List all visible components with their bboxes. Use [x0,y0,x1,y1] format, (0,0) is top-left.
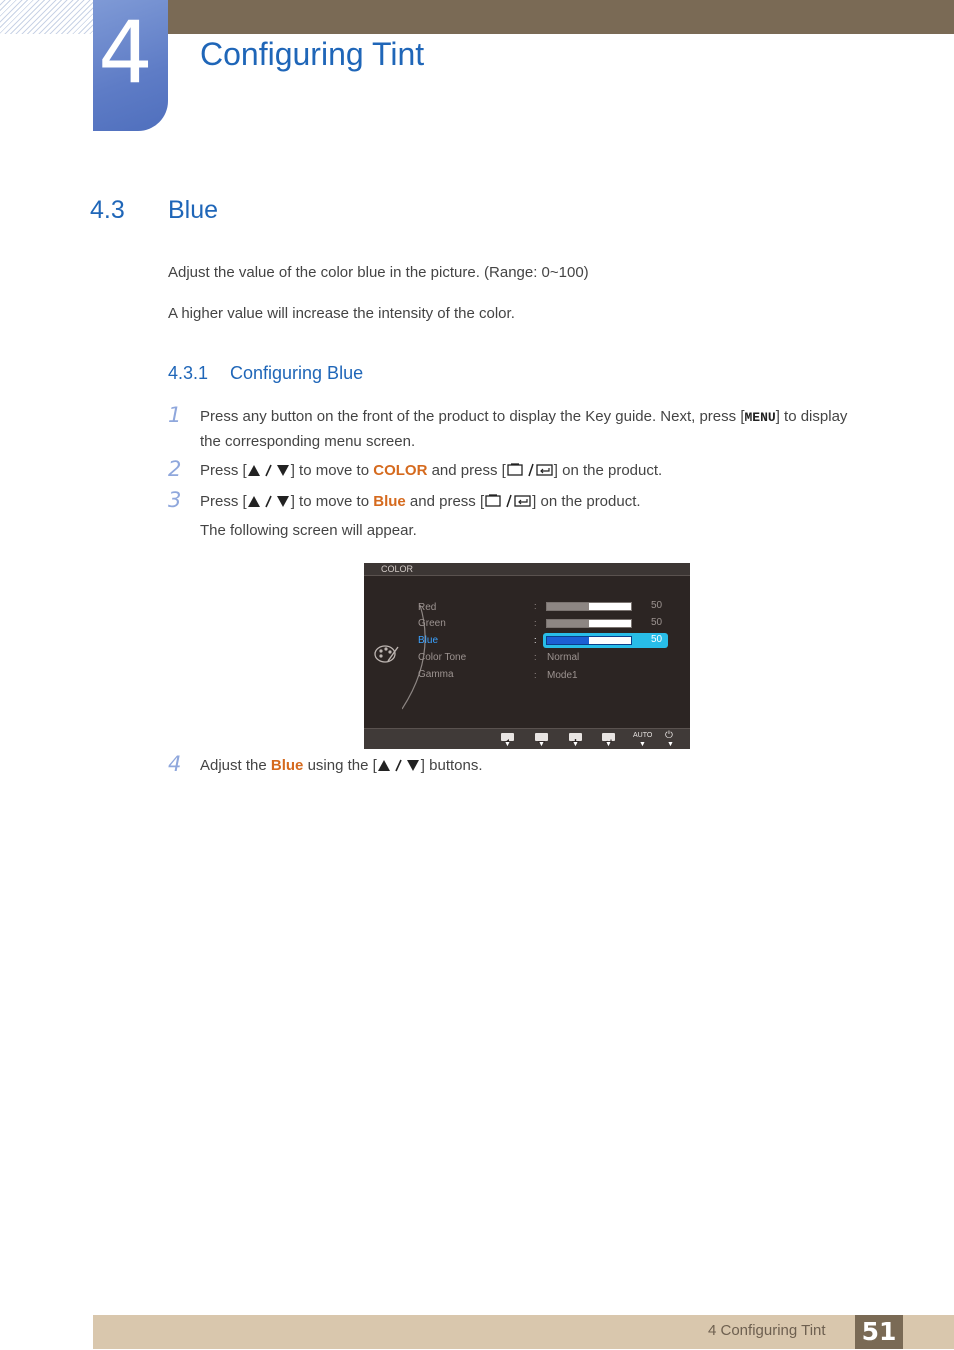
menu-key: MENU [744,410,776,425]
osd-key-guide [364,728,690,749]
palette-icon [374,643,400,665]
osd-divider [364,575,690,576]
key-marker: ▼ [572,741,579,748]
step-2-text: Press [ ] to move to COLOR and press [ ] on the product. [200,462,663,479]
subsection-number: 4.3.1 [168,363,209,383]
left-arrow-key-icon[interactable] [501,733,514,741]
blue-value: 50 [651,634,663,645]
key-marker: ▼ [667,741,674,748]
green-slider[interactable] [546,619,632,628]
corner-hatch [0,0,93,34]
power-icon[interactable]: ⏻ [665,730,673,741]
colon: : [534,601,537,611]
gamma-value[interactable]: Mode1 [547,670,578,681]
step-3-text: Press [ ] to move to Blue and press [ ] on the product. [200,493,641,510]
source-enter-icon [484,494,532,508]
menu-item-red[interactable]: Red [418,602,437,613]
green-value: 50 [651,617,663,628]
section-title: Blue [168,196,219,224]
up-down-arrows-icon [247,495,291,508]
key-marker: ▼ [504,741,511,748]
red-slider-fill [547,603,589,610]
chapter-title: Configuring Tint [200,36,425,72]
osd-color-menu [364,563,690,748]
colon: : [534,670,537,680]
step-1-text: Press any button on the front of the product to display the Key guide. Next, press [MENU] to display the corresponding menu screen. [200,408,848,450]
intro-paragraph-1: Adjust the value of the color blue in the picture. (Range: 0~100) [168,264,589,281]
menu-item-color-tone[interactable]: Color Tone [418,652,467,663]
colon: : [534,635,537,645]
key-marker: ▼ [605,741,612,748]
menu-item-blue[interactable]: Blue [418,635,439,646]
blue-menu-highlight: Blue [373,493,406,510]
up-down-arrows-icon [247,464,291,477]
colon: : [534,618,537,628]
colon: : [534,652,537,662]
step-number-4: 4 [168,752,182,776]
blue-slider-fill [547,637,589,644]
intro-paragraph-2: A higher value will increase the intensity of the color. [168,305,515,322]
page-number: 51 [855,1315,903,1349]
top-bar [93,0,954,34]
green-slider-fill [547,620,589,627]
source-enter-icon [506,463,554,477]
step-4-text: Adjust the Blue using the [ ] buttons. [200,757,483,774]
enter-key-icon[interactable] [602,733,615,741]
step-number-2: 2 [168,457,182,481]
blue-highlight: Blue [270,757,304,774]
section-number: 4.3 [90,196,125,224]
menu-item-gamma[interactable]: Gamma [418,669,454,680]
osd-header: COLOR [364,563,690,575]
menu-item-green[interactable]: Green [418,618,446,629]
plus-key-icon[interactable] [569,733,582,741]
red-slider[interactable] [546,602,632,611]
up-down-arrows-icon [377,759,421,772]
color-menu-highlight: COLOR [373,462,428,479]
key-marker: ▼ [538,741,545,748]
minus-key-icon[interactable] [535,733,548,741]
subsection-title: Configuring Blue [230,363,364,383]
step-number-3: 3 [168,488,182,512]
chapter-number: 4 [98,3,153,103]
blue-slider[interactable] [546,636,632,645]
step-3-note: The following screen will appear. [200,522,417,539]
auto-key-label[interactable]: AUTO [633,732,653,739]
red-value: 50 [651,600,663,611]
step-number-1: 1 [168,403,182,427]
key-marker: ▼ [639,741,646,748]
footer-chapter-label: 4 Configuring Tint [708,1322,826,1339]
color-tone-value[interactable]: Normal [547,652,580,663]
